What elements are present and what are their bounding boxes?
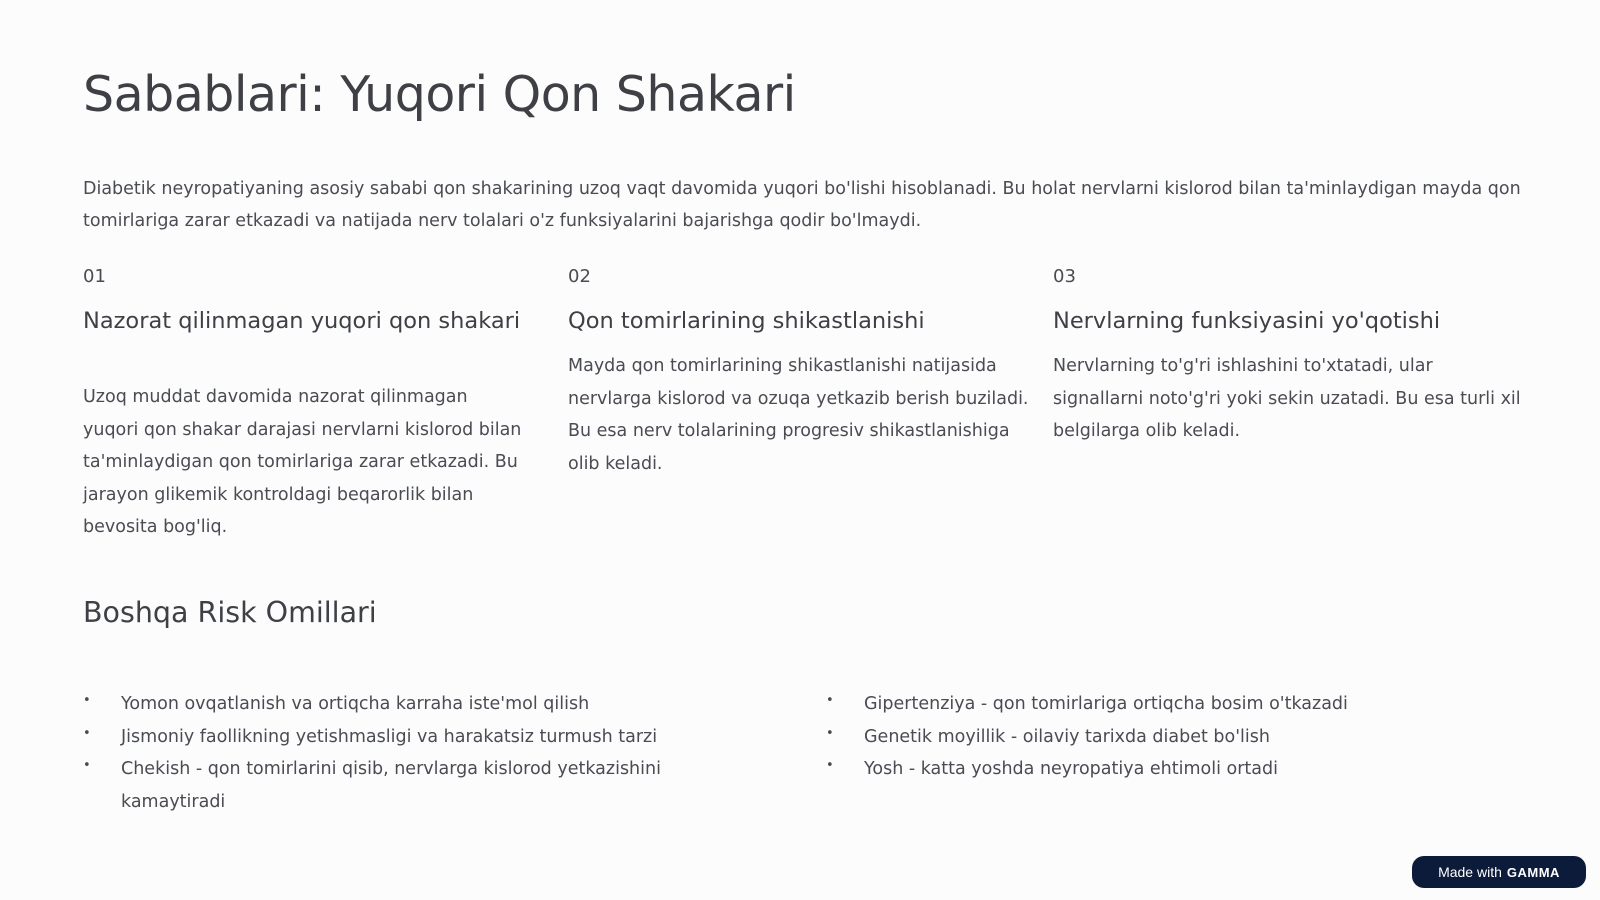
list-item-text: Yomon ovqatlanish va ortiqcha karraha iste'mol qilish <box>121 694 590 714</box>
list-item <box>826 721 1526 754</box>
badge-label: Made with <box>1438 864 1502 880</box>
list-item <box>826 753 1526 786</box>
cause-title: Qon tomirlarining shikastlanishi <box>568 308 925 334</box>
made-with-gamma-badge[interactable] <box>1412 856 1586 888</box>
cause-column-3 <box>1053 262 1523 448</box>
risk-list-right <box>826 688 1526 786</box>
cause-number: 01 <box>83 266 106 287</box>
risk-factors-heading: Boshqa Risk Omillari <box>83 596 377 629</box>
risk-list-left <box>83 688 723 818</box>
list-item <box>826 688 1526 721</box>
list-item <box>83 688 723 721</box>
cause-title: Nervlarning funksiyasini yo'qotishi <box>1053 308 1441 334</box>
list-item <box>83 721 723 754</box>
bullet-icon: • <box>826 693 834 708</box>
bullet-icon: • <box>83 725 91 741</box>
cause-column-1 <box>83 262 553 544</box>
bullet-icon: • <box>83 693 91 708</box>
list-item <box>83 753 723 818</box>
cause-text: Mayda qon tomirlarining shikastlanishi natijasida nervlarga kislorod va ozuqa yetkazib berish buziladi. Bu esa nerv tolalarining progresiv shikastlanishiga olib keladi. <box>568 356 1029 474</box>
cause-text: Nervlarning to'g'ri ishlashini to'xtatadi, ular signallarni noto'g'ri yoki sekin uzatadi. Bu esa turli xil belgilarga olib keladi. <box>1053 356 1521 441</box>
cause-column-2 <box>568 262 1038 480</box>
bullet-icon: • <box>826 758 834 773</box>
cause-number: 03 <box>1053 266 1076 287</box>
bullet-icon: • <box>83 758 91 773</box>
list-item-text: Chekish - qon tomirlarini qisib, nervlarga kislorod yetkazishini kamaytiradi <box>121 759 661 812</box>
cause-title: Nazorat qilinmagan yuqori qon shakari <box>83 308 521 334</box>
cause-text: Uzoq muddat davomida nazorat qilinmagan yuqori qon shakar darajasi nervlarni kislorod bilan ta'minlaydigan qon tomirlariga zarar etkazadi. Bu jarayon glikemik kontroldagi beqarorlik bilan bevosita bog'liq. <box>83 387 522 537</box>
bullet-icon: • <box>826 725 834 741</box>
cause-number: 02 <box>568 266 591 287</box>
slide-title: Sabablari: Yuqori Qon Shakari <box>83 66 796 123</box>
list-item-text: Jismoniy faollikning yetishmasligi va harakatsiz turmush tarzi <box>121 726 658 747</box>
list-item-text: Gipertenziya - qon tomirlariga ortiqcha bosim o'tkazadi <box>864 694 1348 714</box>
intro-paragraph: Diabetik neyropatiyaning asosiy sababi qon shakarining uzoq vaqt davomida yuqori bo'lishi hisoblanadi. Bu holat nervlarni kislorod bilan ta'minlaydigan mayda qon tomirlariga zarar etkazadi va natijada nerv tolalari o'z funksiyalarini bajarishga qodir bo'lmaydi. <box>83 179 1521 231</box>
gamma-logo: GAMMA <box>1506 864 1560 880</box>
list-item-text: Genetik moyillik - oilaviy tarixda diabet bo'lish <box>864 726 1270 747</box>
list-item-text: Yosh - katta yoshda neyropatiya ehtimoli ortadi <box>864 759 1278 779</box>
